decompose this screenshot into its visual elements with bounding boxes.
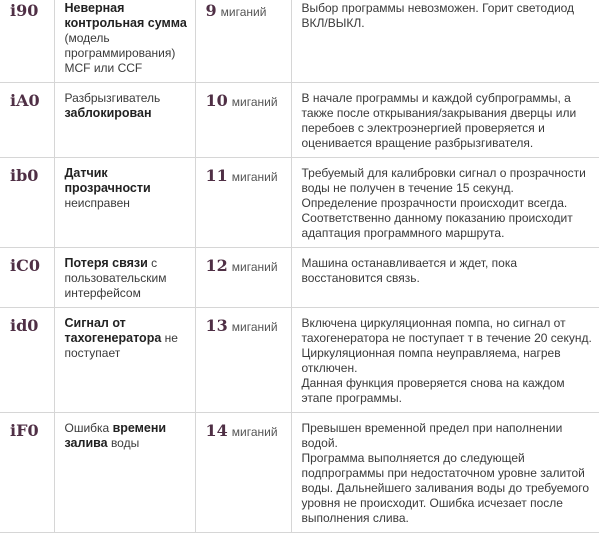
description-text: (модель программирования) MCF или CCF	[64, 31, 176, 75]
description-bold: Потеря связи	[64, 256, 148, 270]
error-code: iF0	[0, 413, 54, 533]
blink-number: 10	[205, 91, 228, 110]
note-paragraph: Программа выполняется до следующей подпрограммы при недостаточном уровне залитой воды. Дальнейшего заливания воды до требуемого уровня не происходит. Ошибка исчезает после выполнения слива.	[301, 451, 590, 525]
blink-count	[195, 0, 291, 83]
blink-count	[195, 248, 291, 308]
table-row	[0, 308, 599, 413]
blink-word: миганий	[231, 170, 278, 184]
blink-word: миганий	[220, 5, 267, 19]
blink-count	[195, 83, 291, 158]
error-description	[54, 83, 195, 158]
description-prefix: Разбрызгиватель	[64, 91, 161, 105]
blink-count	[195, 158, 291, 248]
blink-number: 13	[205, 316, 228, 335]
blink-count	[195, 308, 291, 413]
table-row	[0, 413, 599, 533]
error-notes	[291, 0, 599, 83]
table-row	[0, 158, 599, 248]
error-notes	[291, 308, 599, 413]
table-row	[0, 248, 599, 308]
description-bold: Датчик прозрачности	[64, 166, 151, 195]
table-row	[0, 0, 599, 83]
error-description	[54, 158, 195, 248]
note-paragraph: Данная функция проверяется снова на каждом этапе программы.	[301, 376, 565, 405]
error-description	[54, 413, 195, 533]
blink-number: 14	[205, 421, 228, 440]
description-bold: Неверная контрольная сумма	[64, 1, 187, 30]
note-paragraph: Требуемый для калибровки сигнал о прозрачности воды не получен в течение 15 секунд.	[301, 166, 586, 195]
note-paragraph: Выбор программы невозможен. Горит светодиод ВКЛ/ВЫКЛ.	[301, 1, 575, 30]
description-bold: времени залива	[64, 421, 167, 450]
error-description	[54, 248, 195, 308]
error-description	[54, 0, 195, 83]
error-notes	[291, 158, 599, 248]
blink-number: 11	[205, 166, 228, 185]
blink-number: 12	[205, 256, 228, 275]
blink-count	[195, 413, 291, 533]
error-code: id0	[0, 308, 54, 413]
blink-number: 9	[205, 1, 217, 20]
description-text: с пользовательским интерфейсом	[64, 256, 167, 300]
blink-word: миганий	[231, 95, 278, 109]
error-notes	[291, 413, 599, 533]
error-description	[54, 308, 195, 413]
error-code: ib0	[0, 158, 54, 248]
note-paragraph: Включена циркуляционная помпа, но сигнал от тахогенератора не поступает т в течение 20 секунд.	[301, 316, 592, 345]
description-bold: Сигнал от тахогенератора	[64, 316, 162, 345]
blink-word: миганий	[231, 260, 278, 274]
error-code: iA0	[0, 83, 54, 158]
note-paragraph: Циркуляционная помпа неуправляема, нагрев отключен.	[301, 346, 561, 375]
error-code: i90	[0, 0, 54, 83]
note-paragraph: В начале программы и каждой субпрограммы, а также после открывания/закрывания дверцы или перебоев с электроэнергией проверяется и оценивается вращение разбрызгивателя.	[301, 91, 577, 150]
table-row	[0, 83, 599, 158]
description-text: не поступает	[64, 331, 178, 360]
note-paragraph: Определение прозрачности происходит всегда. Соответственно данному показанию происходит адаптация программного маршрута.	[301, 196, 573, 240]
note-paragraph: Превышен временной предел при наполнении водой.	[301, 421, 563, 450]
description-text: неисправен	[64, 196, 130, 210]
error-notes	[291, 248, 599, 308]
error-code: iC0	[0, 248, 54, 308]
note-paragraph: Машина останавливается и ждет, пока восстановится связь.	[301, 256, 518, 285]
error-notes	[291, 83, 599, 158]
blink-word: миганий	[231, 425, 278, 439]
blink-word: миганий	[231, 320, 278, 334]
description-prefix: Ошибка	[64, 421, 113, 435]
description-text: воды	[107, 436, 140, 450]
description-bold: заблокирован	[64, 106, 152, 120]
